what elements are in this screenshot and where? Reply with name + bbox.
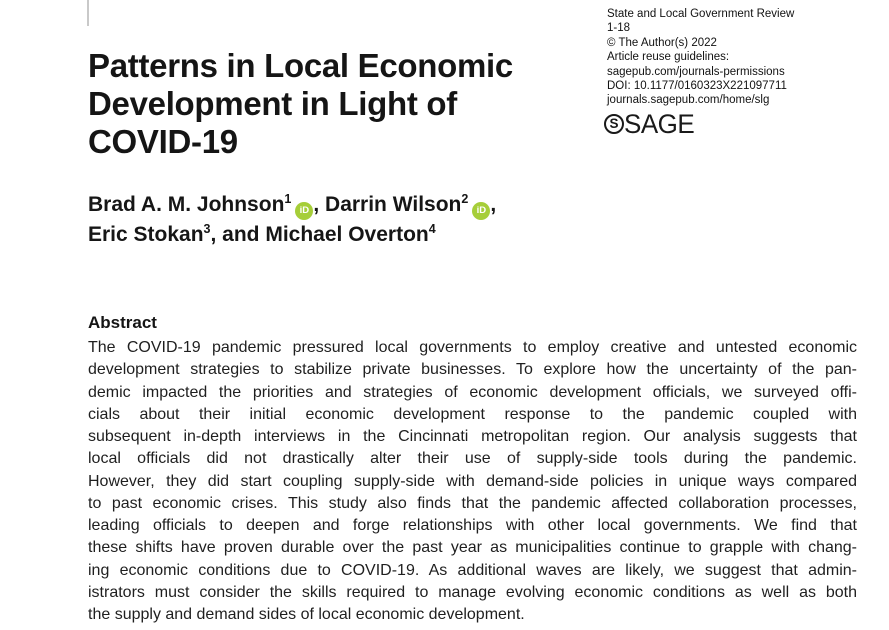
sage-wordmark: SAGE bbox=[624, 108, 695, 139]
copyright-notice: © The Author(s) 2022 bbox=[607, 36, 717, 49]
abstract-line: istrators must consider the skills required to manage evolving economic conditions as well as both bbox=[88, 583, 857, 601]
journal-name: State and Local Government Review bbox=[607, 8, 795, 20]
abstract-line: local officials did not drastically alter their use of supply-side tools during the pandemic. bbox=[88, 450, 857, 468]
abstract-line: However, they did start coupling supply-side with demand-side policies in unique ways compared bbox=[88, 472, 857, 490]
doi: DOI: 10.1177/0160323X221097711 bbox=[607, 80, 787, 93]
page-range: 1-18 bbox=[607, 22, 631, 35]
author-name-4: Michael Overton bbox=[265, 223, 429, 246]
abstract-section bbox=[88, 312, 857, 626]
orcid-icon[interactable]: iD bbox=[472, 202, 490, 220]
title-line: Development in Light of bbox=[88, 85, 457, 123]
permissions-url[interactable]: sagepub.com/journals-permissions bbox=[607, 65, 785, 78]
author-affiliation-sup-2: 2 bbox=[461, 192, 469, 206]
abstract-line: cials about their initial economic development response to the pandemic coupled with bbox=[88, 405, 857, 423]
reuse-guidelines-label: Article reuse guidelines: bbox=[607, 51, 730, 64]
abstract-line: the supply and demand sides of local economic development. bbox=[88, 606, 525, 623]
sage-s-icon: S bbox=[604, 114, 624, 134]
abstract-heading: Abstract bbox=[88, 313, 157, 332]
author-separator: , bbox=[313, 193, 326, 216]
abstract-line: development strategies to stabilize private businesses. To explore how the uncertainty of the pan- bbox=[88, 361, 857, 379]
title-line: Patterns in Local Economic bbox=[88, 47, 513, 85]
author-name-2: Darrin Wilson bbox=[325, 193, 462, 216]
author-separator: , bbox=[490, 193, 497, 216]
title-line: COVID-19 bbox=[88, 123, 238, 161]
author-affiliation-sup-3: 3 bbox=[203, 222, 211, 236]
abstract-line: demic impacted the priorities and strategies of economic development officials, we surveyed offi- bbox=[88, 383, 857, 401]
abstract-body bbox=[88, 337, 857, 626]
author-name-1: Brad A. M. Johnson bbox=[88, 193, 285, 216]
abstract-line: leading officials to deepen and forge relationships with other local governments. We find that bbox=[88, 517, 857, 534]
abstract-line: these shifts have proven durable over the past year as municipalities continue to grapple with chang- bbox=[88, 539, 857, 557]
author-line bbox=[88, 191, 648, 221]
orcid-icon[interactable]: iD bbox=[295, 202, 313, 220]
abstract-line: The COVID-19 pandemic pressured local governments to employ creative and untested economic bbox=[88, 339, 857, 356]
author-affiliation-sup-4: 4 bbox=[428, 222, 436, 236]
sage-logo bbox=[604, 108, 879, 139]
author-affiliation-sup-1: 1 bbox=[284, 192, 292, 206]
author-line bbox=[88, 221, 648, 251]
journal-header bbox=[607, 7, 879, 139]
author-name-3: Eric Stokan bbox=[88, 223, 204, 246]
journal-url[interactable]: journals.sagepub.com/home/slg bbox=[607, 94, 770, 107]
abstract-line: subsequent in-depth interviews in the Cincinnati metropolitan region. Our analysis suggests that bbox=[88, 428, 857, 445]
page-edge-artifact bbox=[87, 0, 89, 26]
author-separator: , and bbox=[210, 223, 266, 246]
author-list bbox=[88, 191, 648, 251]
abstract-line: ing economic conditions due to COVID-19. As additional waves are likely, we suggest that admin- bbox=[88, 561, 857, 579]
article-title bbox=[88, 47, 588, 161]
abstract-line: to past economic crises. This study also finds that the pandemic affected collaboration processes, bbox=[88, 494, 857, 512]
